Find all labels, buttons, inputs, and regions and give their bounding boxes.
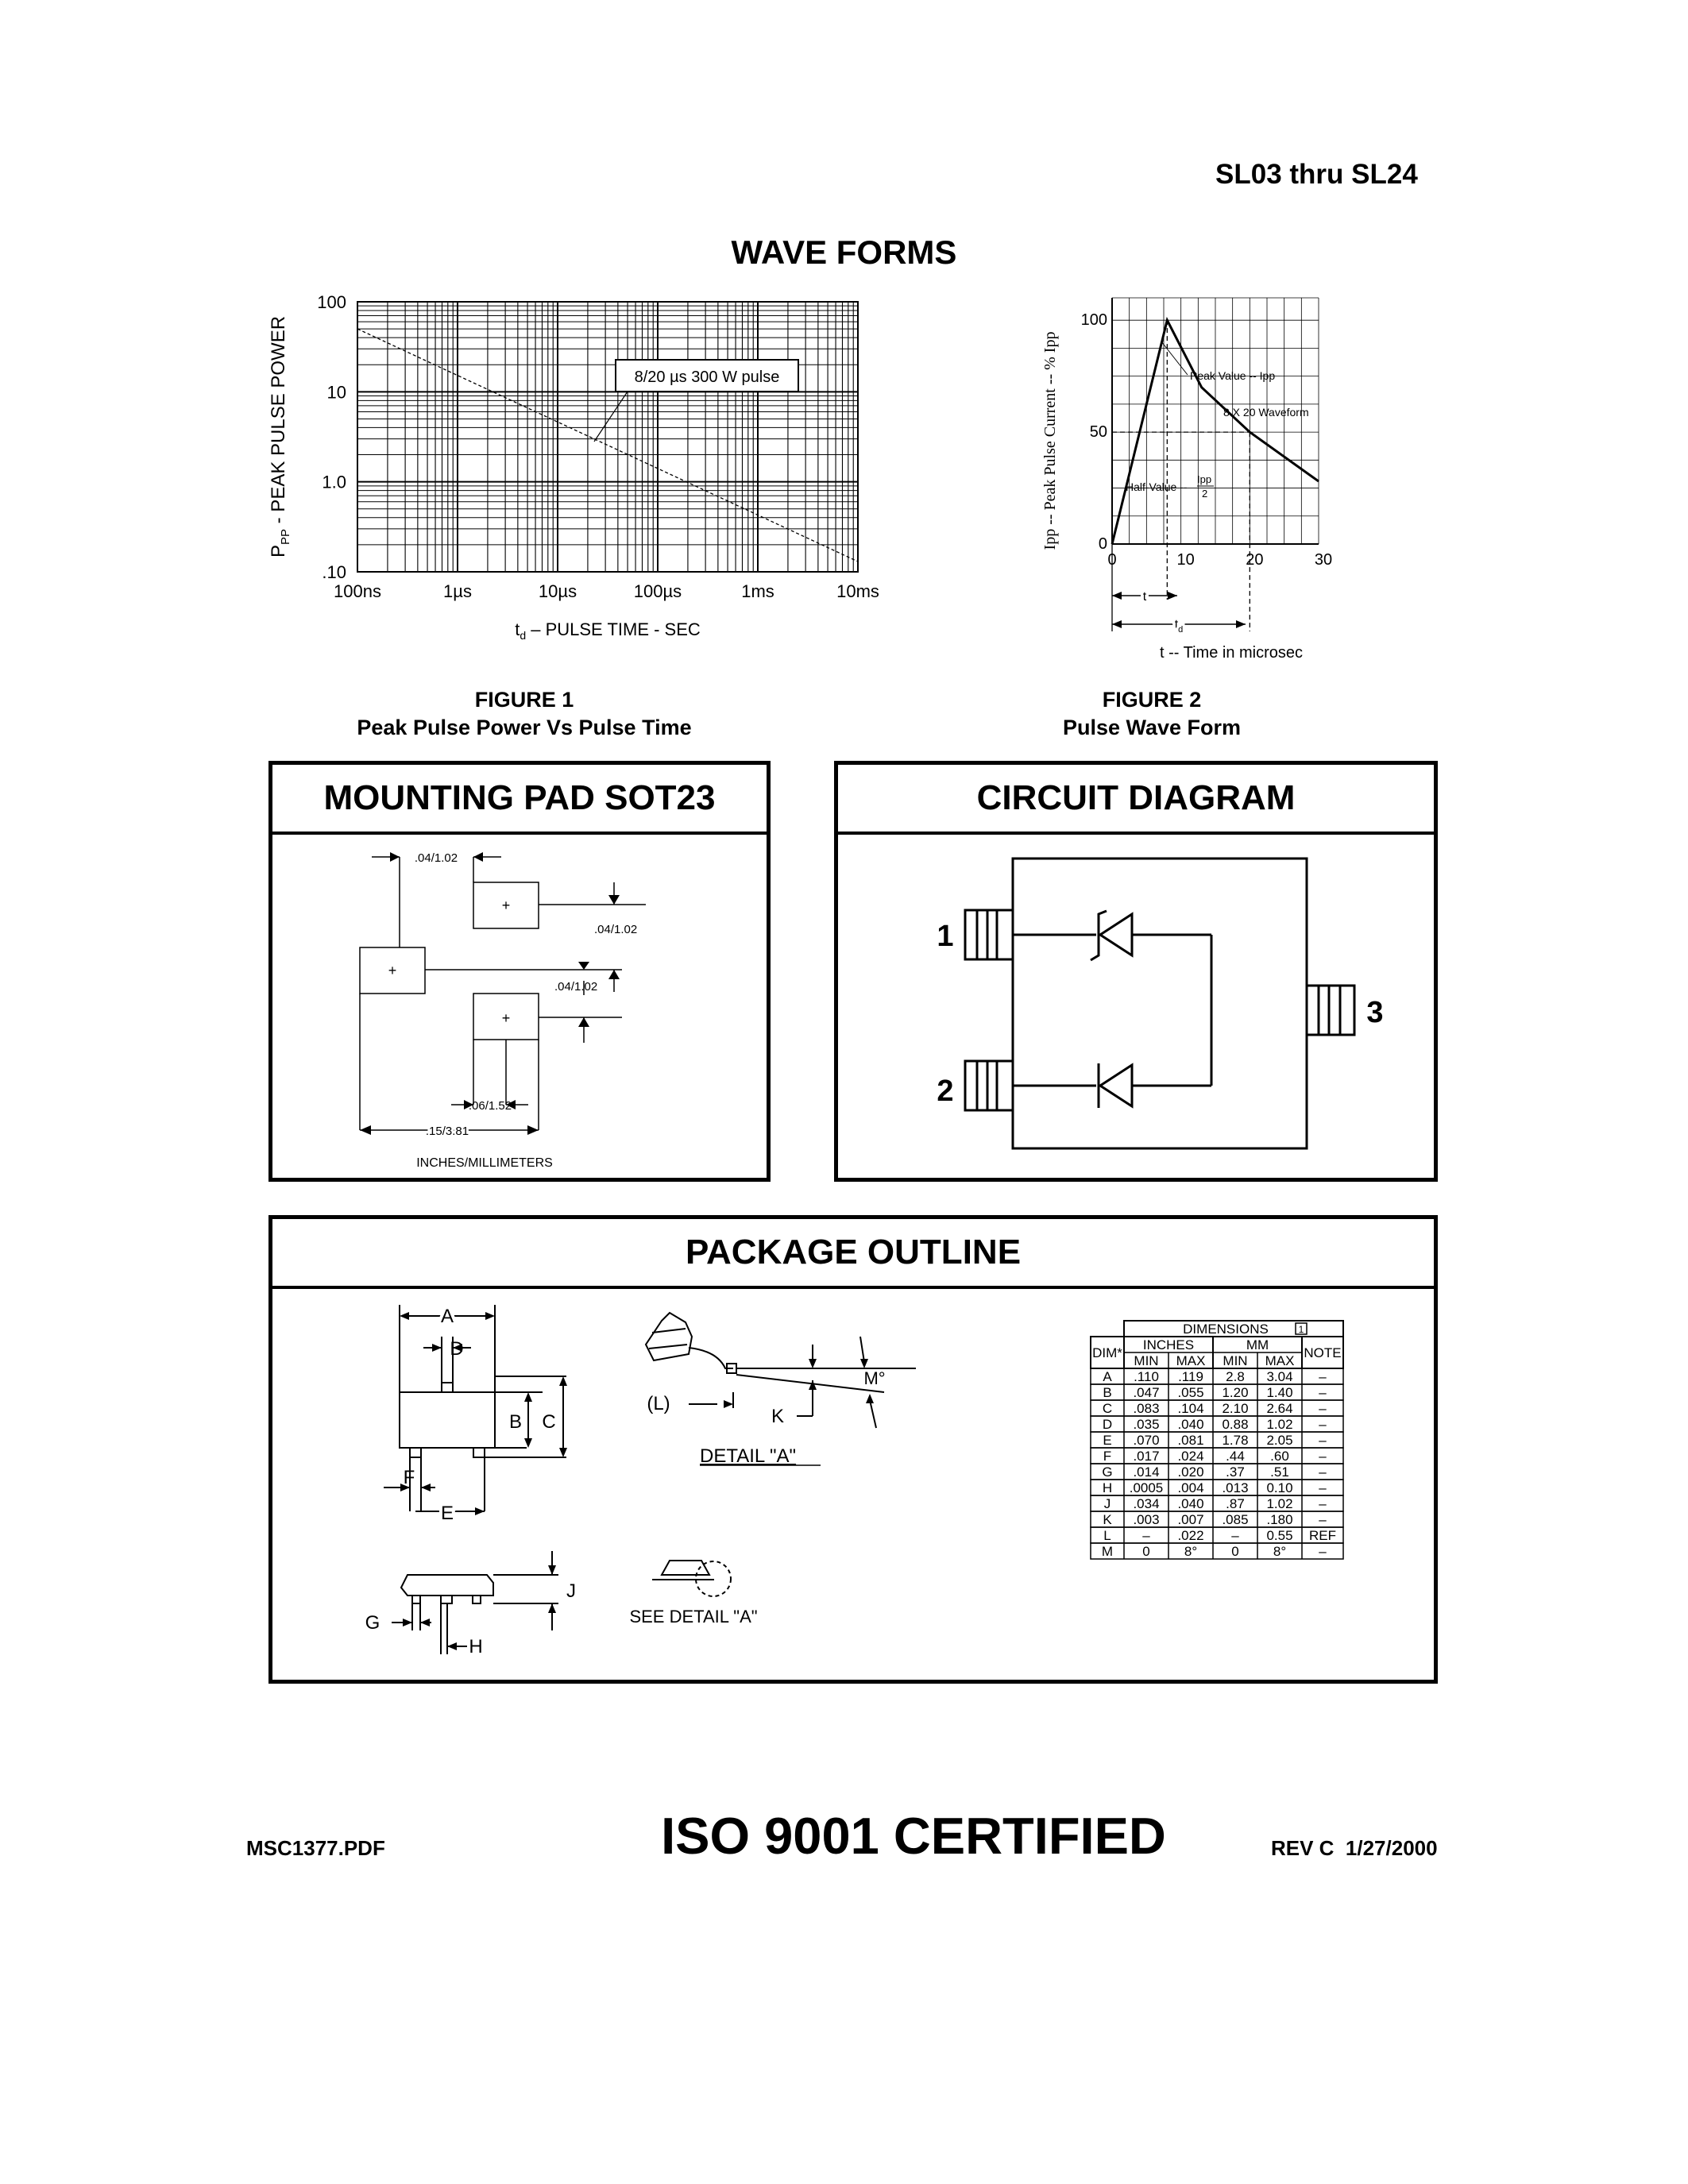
figure2-x-tick-label: 20 bbox=[1246, 551, 1264, 569]
table-cell: .070 bbox=[1133, 1433, 1160, 1448]
dim-top: .04/1.02 bbox=[414, 851, 458, 865]
table-cell: .081 bbox=[1177, 1433, 1204, 1448]
figure2-y-tick-label: 50 bbox=[1089, 423, 1107, 442]
table-row bbox=[1091, 1432, 1343, 1448]
pin3-label: 3 bbox=[1366, 996, 1384, 1029]
label-d: D bbox=[450, 1338, 464, 1360]
table-cell: 1.02 bbox=[1266, 1496, 1293, 1511]
table-cell: 0 bbox=[1142, 1544, 1150, 1559]
package-lead-right bbox=[473, 1448, 485, 1457]
figure2-waveform-label: 8 X 20 Waveform bbox=[1223, 406, 1309, 419]
table-cell: .085 bbox=[1222, 1512, 1249, 1527]
figure1-y-label-prefix: P bbox=[268, 545, 289, 558]
package-lead-d bbox=[442, 1383, 453, 1392]
figure2-x-label: t -- Time in microsec bbox=[1159, 644, 1304, 659]
table-cell: – bbox=[1319, 1401, 1327, 1416]
table-row bbox=[1091, 1448, 1343, 1464]
table-cell: .87 bbox=[1226, 1496, 1245, 1511]
table-cell: – bbox=[1319, 1369, 1327, 1384]
figure1-x-label-sub: d bbox=[520, 629, 527, 642]
table-title: DIMENSIONS bbox=[1183, 1322, 1269, 1337]
figure1-x-label-rest: – PULSE TIME - SEC bbox=[526, 619, 701, 639]
table-cell: 1.02 bbox=[1266, 1417, 1293, 1432]
table-cell: D bbox=[1102, 1417, 1113, 1432]
label-m: M° bbox=[863, 1368, 886, 1388]
figure2-peak-leader bbox=[1161, 341, 1188, 375]
table-cell: F bbox=[1103, 1449, 1112, 1464]
table-cell: .37 bbox=[1226, 1464, 1245, 1480]
table-cell: – bbox=[1319, 1449, 1327, 1464]
table-cell: .104 bbox=[1177, 1401, 1204, 1416]
table-cell: 2.05 bbox=[1266, 1433, 1293, 1448]
table-cell: .003 bbox=[1133, 1512, 1160, 1527]
figure2-td-label-sub: d bbox=[1178, 625, 1184, 635]
table-cell: C bbox=[1102, 1401, 1113, 1416]
figure2-x-ticks bbox=[1107, 551, 1332, 569]
table-cell: 0 bbox=[1231, 1544, 1239, 1559]
figure1-annotation: 8/20 µs 300 W pulse bbox=[634, 369, 780, 386]
table-row bbox=[1091, 1368, 1343, 1384]
table-col-dim: DIM* bbox=[1092, 1345, 1122, 1360]
table-cell: 1.78 bbox=[1222, 1433, 1249, 1448]
table-cell: – bbox=[1231, 1528, 1239, 1543]
table-cell: E bbox=[1103, 1433, 1112, 1448]
table-cell: 2.64 bbox=[1266, 1401, 1293, 1416]
figure2-half-frac-num: Ipp bbox=[1197, 473, 1212, 485]
dim-mid: .06/1.52 bbox=[468, 1099, 512, 1113]
table-cell: 8° bbox=[1273, 1544, 1287, 1559]
figure2-td-arrow-right bbox=[1236, 620, 1246, 628]
figure2-y-tick-label: 0 bbox=[1098, 535, 1107, 553]
figure2-td-arrow-left bbox=[1112, 620, 1122, 628]
diode1-triangle bbox=[1100, 914, 1132, 955]
table-subheader: MAX bbox=[1176, 1353, 1206, 1368]
table-cell: 0.55 bbox=[1266, 1528, 1293, 1543]
table-cell: 2.8 bbox=[1226, 1369, 1245, 1384]
table-group-mm: MM bbox=[1246, 1337, 1269, 1352]
circuit-title: CIRCUIT DIAGRAM bbox=[838, 765, 1434, 835]
figure1-grid bbox=[357, 302, 858, 572]
table-subheader: MAX bbox=[1265, 1353, 1295, 1368]
table-subheader: MIN bbox=[1223, 1353, 1248, 1368]
package-drawing bbox=[272, 1289, 1434, 1680]
figure1-y-label-rest: - PEAK PULSE POWER bbox=[268, 315, 289, 530]
dim-right-2: .04/1.02 bbox=[554, 980, 598, 994]
pin2-body bbox=[965, 1061, 1013, 1110]
table-cell: .020 bbox=[1177, 1464, 1204, 1480]
package-body-top bbox=[400, 1392, 495, 1448]
circuit-panel bbox=[834, 761, 1438, 1182]
figure1-x-ticks bbox=[334, 581, 879, 601]
table-cell: .004 bbox=[1177, 1480, 1204, 1495]
table-row bbox=[1091, 1527, 1343, 1543]
figure2-caption: Pulse Wave Form bbox=[1062, 716, 1242, 739]
figure1-chart bbox=[254, 286, 906, 651]
table-note-ref: 1 bbox=[1298, 1324, 1304, 1335]
figure1-x-tick-label: 10µs bbox=[538, 581, 577, 601]
table-row bbox=[1091, 1543, 1343, 1559]
figure1-y-ticks bbox=[317, 292, 346, 582]
table-cell: 3.04 bbox=[1266, 1369, 1293, 1384]
label-k: K bbox=[771, 1406, 785, 1427]
figure1-y-tick-label: 1.0 bbox=[322, 472, 346, 492]
table-cell: 0.10 bbox=[1266, 1480, 1293, 1495]
figure2-td-label-main: t bbox=[1174, 618, 1179, 631]
figure1-y-tick-label: 100 bbox=[317, 292, 346, 312]
figure2-y-tick-label: 100 bbox=[1080, 311, 1107, 330]
figure1-x-tick-label: 1ms bbox=[741, 581, 774, 601]
figure2-y-ticks bbox=[1081, 311, 1107, 553]
figure1-annotation-leader bbox=[594, 392, 628, 442]
footer-rev: REV C 1/27/2000 bbox=[1271, 1836, 1438, 1860]
detail-a-label: DETAIL "A" bbox=[700, 1445, 797, 1467]
package-panel bbox=[268, 1215, 1438, 1684]
dim-total: .15/3.81 bbox=[425, 1125, 469, 1138]
table-subheader: MIN bbox=[1134, 1353, 1159, 1368]
figure2-t-label: t bbox=[1142, 590, 1147, 604]
table-cell: L bbox=[1103, 1528, 1111, 1543]
diode2-triangle bbox=[1100, 1065, 1132, 1106]
table-cell: B bbox=[1103, 1385, 1112, 1400]
figure1-x-tick-label: 100ns bbox=[334, 581, 381, 601]
table-cell: – bbox=[1319, 1544, 1327, 1559]
label-e: E bbox=[440, 1503, 454, 1524]
mounting-pad-drawing bbox=[272, 835, 767, 1178]
see-detail-body bbox=[662, 1561, 709, 1575]
footer-doc: MSC1377.PDF bbox=[246, 1836, 385, 1860]
units-label: INCHES/MILLIMETERS bbox=[416, 1156, 553, 1170]
figure1-y-label bbox=[268, 316, 292, 558]
table-row bbox=[1091, 1511, 1343, 1527]
label-l: (L) bbox=[647, 1393, 670, 1414]
table-cell: .110 bbox=[1134, 1369, 1159, 1384]
part-range: SL03 thru SL24 bbox=[1215, 159, 1418, 190]
mounting-pad-title: MOUNTING PAD SOT23 bbox=[272, 765, 767, 835]
detail-a-body bbox=[646, 1313, 692, 1360]
table-cell: .180 bbox=[1266, 1512, 1293, 1527]
figure2-label: FIGURE 2 bbox=[1102, 688, 1202, 712]
figure1-x-label bbox=[515, 619, 701, 642]
table-cell: .013 bbox=[1222, 1480, 1249, 1495]
label-b: B bbox=[508, 1411, 523, 1433]
pin1-label: 1 bbox=[937, 920, 954, 953]
figure1-plot-frame bbox=[357, 302, 858, 572]
figure1-x-tick-label: 100µs bbox=[633, 581, 682, 601]
table-cell: K bbox=[1103, 1512, 1112, 1527]
figure1-x-tick-label: 1µs bbox=[443, 581, 472, 601]
table-cell: 8° bbox=[1184, 1544, 1198, 1559]
table-cell: .047 bbox=[1133, 1385, 1160, 1400]
figure2-x-tick-label: 0 bbox=[1107, 551, 1117, 569]
figure2-half-label: Half-Value -- bbox=[1126, 480, 1188, 493]
table-group-inches: INCHES bbox=[1142, 1337, 1195, 1352]
figure1-y-label-sub: PP bbox=[279, 529, 292, 546]
figure2-chart bbox=[1025, 286, 1342, 659]
package-body-side bbox=[401, 1575, 493, 1596]
ic-body bbox=[1013, 859, 1307, 1148]
table-cell: .60 bbox=[1270, 1449, 1289, 1464]
figure2-x-tick-label: 30 bbox=[1314, 551, 1333, 569]
table-cell: A bbox=[1103, 1369, 1112, 1384]
table-row bbox=[1091, 1384, 1343, 1400]
pin2-label: 2 bbox=[937, 1075, 954, 1108]
table-cell: G bbox=[1102, 1464, 1113, 1480]
table-cell: 1.20 bbox=[1222, 1385, 1249, 1400]
figure2-x-tick-label: 10 bbox=[1176, 551, 1195, 569]
table-cell: – bbox=[1319, 1480, 1327, 1495]
figure2-peak-label: Peak Value -- Ipp bbox=[1190, 369, 1276, 382]
pad-mark-2: + bbox=[388, 963, 397, 978]
figure1-y-tick-label: .10 bbox=[322, 562, 346, 582]
table-cell: J bbox=[1103, 1496, 1111, 1511]
figure1-x-tick-label: 10ms bbox=[836, 581, 879, 601]
table-cell: H bbox=[1102, 1480, 1113, 1495]
figure2-t-arrow-right bbox=[1168, 592, 1177, 600]
table-cell: REF bbox=[1309, 1528, 1336, 1543]
table-cell: .014 bbox=[1133, 1464, 1160, 1480]
table-row bbox=[1091, 1464, 1343, 1480]
table-cell: .119 bbox=[1178, 1369, 1203, 1384]
table-row bbox=[1091, 1495, 1343, 1511]
see-detail-label: SEE DETAIL "A" bbox=[629, 1607, 758, 1626]
table-cell: .034 bbox=[1133, 1496, 1160, 1511]
table-cell: .035 bbox=[1133, 1417, 1160, 1432]
package-lead-left bbox=[410, 1448, 421, 1457]
table-cell: – bbox=[1319, 1433, 1327, 1448]
pad-mark-3: + bbox=[501, 1010, 511, 1026]
table-cell: .055 bbox=[1177, 1385, 1204, 1400]
table-cell: – bbox=[1319, 1417, 1327, 1432]
label-j: J bbox=[566, 1580, 576, 1602]
table-cell: .040 bbox=[1177, 1417, 1204, 1432]
page-title: WAVE FORMS bbox=[731, 233, 957, 271]
table-cell: .51 bbox=[1270, 1464, 1289, 1480]
table-cell: 1.40 bbox=[1266, 1385, 1293, 1400]
table-cell: M bbox=[1101, 1544, 1114, 1559]
table-cell: .44 bbox=[1226, 1449, 1245, 1464]
figure2-td-label bbox=[1175, 618, 1184, 635]
table-cell: .022 bbox=[1177, 1528, 1204, 1543]
figure2-t-arrow-left bbox=[1112, 592, 1122, 600]
table-cell: 0.88 bbox=[1222, 1417, 1249, 1432]
figure2-half-frac-den: 2 bbox=[1202, 488, 1208, 500]
table-row bbox=[1091, 1480, 1343, 1495]
figure1-label: FIGURE 1 bbox=[474, 688, 574, 712]
figure2-y-label: Ipp -- Peak Pulse Current -- % Ipp bbox=[1041, 331, 1059, 550]
mounting-pad-panel bbox=[268, 761, 771, 1182]
dimensions-table bbox=[1091, 1321, 1343, 1559]
circuit-drawing bbox=[838, 835, 1434, 1178]
table-cell: – bbox=[1319, 1385, 1327, 1400]
table-cell: .007 bbox=[1177, 1512, 1204, 1527]
table-row bbox=[1091, 1416, 1343, 1432]
label-a: A bbox=[440, 1306, 454, 1327]
figure1-x-label-prefix: t bbox=[515, 619, 520, 639]
table-cell: .017 bbox=[1133, 1449, 1160, 1464]
table-cell: .040 bbox=[1177, 1496, 1204, 1511]
table-row bbox=[1091, 1400, 1343, 1416]
label-c: C bbox=[542, 1411, 556, 1433]
table-cell: .0005 bbox=[1129, 1480, 1164, 1495]
table-cell: – bbox=[1319, 1496, 1327, 1511]
table-cell: – bbox=[1319, 1512, 1327, 1527]
pin3-body bbox=[1307, 986, 1354, 1035]
label-f: F bbox=[403, 1467, 415, 1488]
table-cell: 2.10 bbox=[1222, 1401, 1249, 1416]
footer-cert: ISO 9001 CERTIFIED bbox=[661, 1807, 1166, 1865]
figure1-caption: Peak Pulse Power Vs Pulse Time bbox=[357, 716, 692, 739]
table-cell: .083 bbox=[1133, 1401, 1160, 1416]
table-cell: .024 bbox=[1177, 1449, 1204, 1464]
pad-mark-1: + bbox=[501, 897, 511, 913]
package-title: PACKAGE OUTLINE bbox=[272, 1219, 1434, 1289]
figure1-y-tick-label: 10 bbox=[326, 382, 346, 403]
label-h: H bbox=[469, 1636, 483, 1657]
table-col-note: NOTE bbox=[1304, 1345, 1342, 1360]
dim-right-1: .04/1.02 bbox=[594, 923, 638, 936]
table-cell: – bbox=[1319, 1464, 1327, 1480]
label-g: G bbox=[365, 1612, 380, 1634]
table-cell: – bbox=[1142, 1528, 1150, 1543]
pin1-body bbox=[965, 910, 1013, 959]
